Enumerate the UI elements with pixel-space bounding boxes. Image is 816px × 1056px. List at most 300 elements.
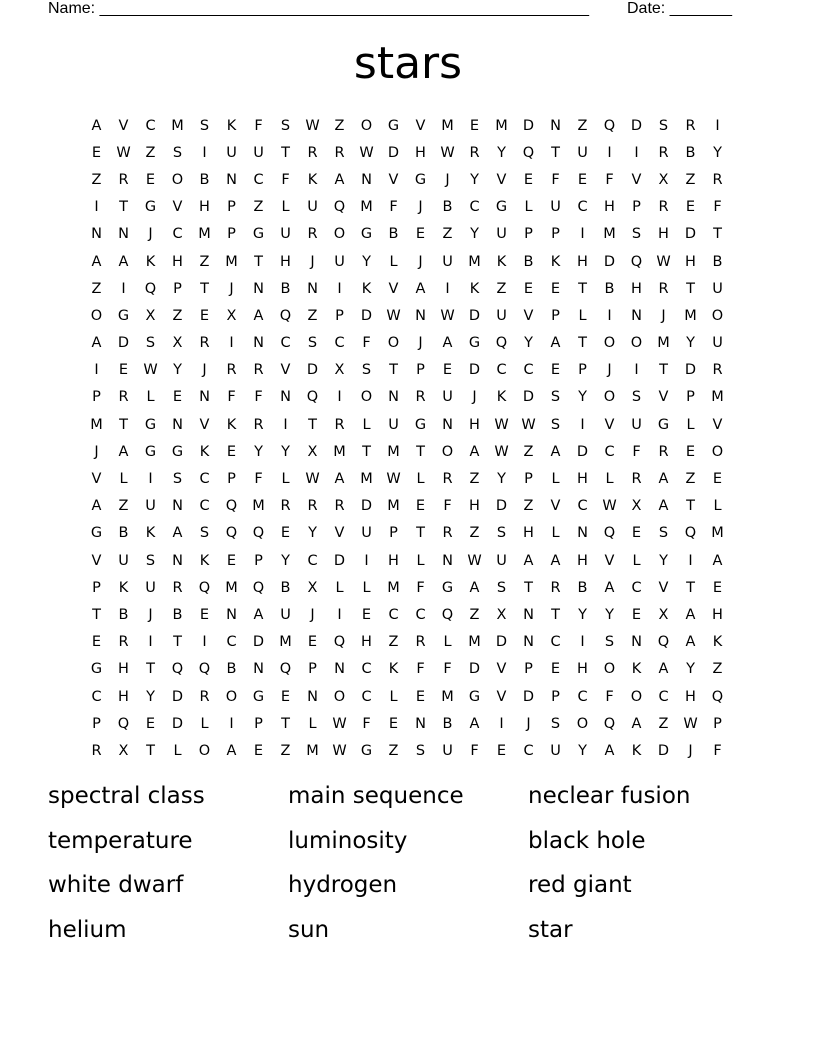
grid-letter[interactable]: F xyxy=(470,742,479,759)
grid-letter[interactable]: V xyxy=(523,307,534,324)
grid-letter[interactable]: P xyxy=(416,362,425,379)
grid-letter[interactable]: E xyxy=(442,362,453,379)
grid-letter[interactable]: M xyxy=(441,688,454,705)
grid-letter[interactable]: S xyxy=(172,471,183,488)
grid-letter[interactable]: W xyxy=(494,416,509,433)
grid-letter[interactable]: Z xyxy=(199,253,210,270)
grid-letter[interactable]: J xyxy=(310,606,315,623)
grid-letter[interactable]: Y xyxy=(713,144,722,161)
grid-letter[interactable]: J xyxy=(607,362,612,379)
grid-letter[interactable]: S xyxy=(145,552,156,569)
grid-letter[interactable]: S xyxy=(145,335,156,352)
grid-letter[interactable]: D xyxy=(495,634,508,651)
grid-letter[interactable]: H xyxy=(685,253,696,270)
grid-letter[interactable]: M xyxy=(225,579,238,596)
grid-letter[interactable]: E xyxy=(280,688,291,705)
grid-letter[interactable]: L xyxy=(551,471,560,488)
grid-letter[interactable]: N xyxy=(172,416,183,433)
grid-letter[interactable]: L xyxy=(389,688,398,705)
grid-letter[interactable]: A xyxy=(118,443,129,460)
grid-letter[interactable]: Q xyxy=(522,144,535,161)
grid-letter[interactable]: E xyxy=(415,498,426,515)
grid-letter[interactable]: T xyxy=(659,362,668,379)
grid-letter[interactable]: M xyxy=(711,525,724,542)
grid-letter[interactable]: E xyxy=(307,634,318,651)
grid-letter[interactable]: L xyxy=(362,579,371,596)
grid-letter[interactable]: Y xyxy=(659,552,668,569)
grid-letter[interactable]: P xyxy=(227,226,236,243)
grid-letter[interactable]: V xyxy=(172,199,183,216)
grid-letter[interactable]: N xyxy=(226,606,237,623)
grid-letter[interactable]: Y xyxy=(578,742,587,759)
grid-letter[interactable]: Q xyxy=(333,634,346,651)
grid-letter[interactable]: R xyxy=(631,471,642,488)
grid-letter[interactable]: R xyxy=(199,688,210,705)
grid-letter[interactable]: F xyxy=(443,498,452,515)
grid-letter[interactable]: I xyxy=(634,144,639,161)
grid-letter[interactable]: L xyxy=(443,634,452,651)
grid-letter[interactable]: Y xyxy=(578,606,587,623)
grid-letter[interactable]: C xyxy=(199,498,210,515)
grid-letter[interactable]: L xyxy=(416,552,425,569)
grid-letter[interactable]: Q xyxy=(225,525,238,542)
grid-letter[interactable]: N xyxy=(631,634,642,651)
grid-letter[interactable]: G xyxy=(171,443,184,460)
grid-letter[interactable]: S xyxy=(415,742,426,759)
grid-letter[interactable]: Z xyxy=(442,226,453,243)
grid-letter[interactable]: N xyxy=(577,525,588,542)
grid-letter[interactable]: Z xyxy=(685,171,696,188)
grid-letter[interactable]: K xyxy=(118,579,129,596)
grid-letter[interactable]: U xyxy=(631,416,642,433)
grid-letter[interactable]: M xyxy=(171,117,184,134)
grid-letter[interactable]: N xyxy=(280,389,291,406)
grid-letter[interactable]: N xyxy=(307,280,318,297)
grid-letter[interactable]: C xyxy=(361,688,372,705)
grid-letter[interactable]: X xyxy=(307,443,318,460)
grid-letter[interactable]: H xyxy=(604,199,615,216)
grid-letter[interactable]: I xyxy=(148,634,153,651)
grid-letter[interactable]: C xyxy=(226,634,237,651)
grid-letter[interactable]: G xyxy=(495,199,508,216)
grid-letter[interactable]: X xyxy=(496,606,507,623)
grid-letter[interactable]: A xyxy=(226,742,237,759)
grid-letter[interactable]: K xyxy=(199,552,210,569)
grid-letter[interactable]: D xyxy=(360,498,373,515)
grid-letter[interactable]: T xyxy=(146,742,155,759)
grid-letter[interactable]: Z xyxy=(280,742,291,759)
grid-letter[interactable]: A xyxy=(712,552,723,569)
grid-letter[interactable]: D xyxy=(333,552,346,569)
grid-letter[interactable]: E xyxy=(145,171,156,188)
grid-letter[interactable]: T xyxy=(578,335,587,352)
grid-letter[interactable]: K xyxy=(307,171,318,188)
grid-letter[interactable]: E xyxy=(712,471,723,488)
grid-letter[interactable]: N xyxy=(442,416,453,433)
grid-letter[interactable]: F xyxy=(254,117,263,134)
grid-letter[interactable]: Z xyxy=(496,280,507,297)
grid-letter[interactable]: G xyxy=(657,416,670,433)
grid-letter[interactable]: O xyxy=(387,335,400,352)
grid-letter[interactable]: V xyxy=(496,171,507,188)
grid-letter[interactable]: G xyxy=(144,199,157,216)
grid-letter[interactable]: O xyxy=(171,171,184,188)
grid-letter[interactable]: X xyxy=(334,362,345,379)
grid-letter[interactable]: C xyxy=(91,688,102,705)
grid-letter[interactable]: E xyxy=(631,606,642,623)
grid-letter[interactable]: G xyxy=(414,171,427,188)
grid-letter[interactable]: P xyxy=(335,307,344,324)
grid-letter[interactable]: E xyxy=(577,171,588,188)
grid-letter[interactable]: L xyxy=(686,416,695,433)
grid-letter[interactable]: Z xyxy=(118,498,129,515)
grid-letter[interactable]: W xyxy=(386,307,401,324)
grid-letter[interactable]: K xyxy=(550,253,561,270)
grid-letter[interactable]: A xyxy=(91,498,102,515)
grid-letter[interactable]: C xyxy=(307,552,318,569)
grid-letter[interactable]: R xyxy=(280,498,291,515)
grid-letter[interactable]: Q xyxy=(495,335,508,352)
grid-letter[interactable]: U xyxy=(145,579,156,596)
grid-letter[interactable]: O xyxy=(630,688,643,705)
grid-letter[interactable]: S xyxy=(550,715,561,732)
grid-letter[interactable]: V xyxy=(91,471,102,488)
grid-letter[interactable]: U xyxy=(496,226,507,243)
grid-letter[interactable]: U xyxy=(280,606,291,623)
grid-letter[interactable]: Y xyxy=(524,335,533,352)
grid-letter[interactable]: O xyxy=(198,742,211,759)
grid-letter[interactable]: A xyxy=(334,471,345,488)
grid-letter[interactable]: F xyxy=(443,661,452,678)
grid-letter[interactable]: U xyxy=(442,742,453,759)
grid-letter[interactable]: I xyxy=(607,144,612,161)
grid-letter[interactable]: H xyxy=(172,253,183,270)
grid-letter[interactable]: V xyxy=(604,552,615,569)
grid-letter[interactable]: E xyxy=(523,171,534,188)
grid-letter[interactable]: E xyxy=(280,525,291,542)
grid-letter[interactable]: V xyxy=(658,579,669,596)
grid-letter[interactable]: L xyxy=(632,552,641,569)
grid-letter[interactable]: P xyxy=(686,389,695,406)
grid-letter[interactable]: I xyxy=(580,226,585,243)
grid-letter[interactable]: E xyxy=(550,362,561,379)
grid-letter[interactable]: N xyxy=(550,117,561,134)
grid-letter[interactable]: P xyxy=(632,199,641,216)
grid-letter[interactable]: E xyxy=(361,606,372,623)
grid-letter[interactable]: Q xyxy=(198,579,211,596)
grid-letter[interactable]: Y xyxy=(470,171,479,188)
grid-letter[interactable]: M xyxy=(468,634,481,651)
grid-letter[interactable]: A xyxy=(91,335,102,352)
grid-letter[interactable]: Q xyxy=(306,389,319,406)
grid-letter[interactable]: U xyxy=(145,498,156,515)
grid-letter[interactable]: E xyxy=(685,443,696,460)
grid-letter[interactable]: H xyxy=(577,253,588,270)
grid-letter[interactable]: P xyxy=(713,715,722,732)
grid-letter[interactable]: J xyxy=(445,171,450,188)
grid-letter[interactable]: O xyxy=(630,335,643,352)
grid-letter[interactable]: R xyxy=(415,634,426,651)
grid-letter[interactable]: L xyxy=(578,307,587,324)
grid-letter[interactable]: A xyxy=(631,715,642,732)
grid-letter[interactable]: O xyxy=(360,389,373,406)
grid-letter[interactable]: O xyxy=(333,688,346,705)
grid-letter[interactable]: I xyxy=(607,307,612,324)
grid-letter[interactable]: Z xyxy=(523,443,534,460)
grid-letter[interactable]: D xyxy=(468,661,481,678)
grid-letter[interactable]: J xyxy=(310,253,315,270)
grid-letter[interactable]: T xyxy=(92,606,101,623)
grid-letter[interactable]: U xyxy=(496,307,507,324)
grid-letter[interactable]: N xyxy=(523,634,534,651)
grid-letter[interactable]: I xyxy=(634,362,639,379)
grid-letter[interactable]: W xyxy=(116,144,131,161)
grid-letter[interactable]: R xyxy=(712,171,723,188)
grid-letter[interactable]: X xyxy=(226,307,237,324)
grid-letter[interactable]: D xyxy=(684,362,697,379)
grid-letter[interactable]: T xyxy=(254,253,263,270)
grid-letter[interactable]: U xyxy=(712,280,723,297)
grid-letter[interactable]: H xyxy=(523,525,534,542)
grid-letter[interactable]: L xyxy=(200,715,209,732)
grid-letter[interactable]: U xyxy=(226,144,237,161)
grid-letter[interactable]: D xyxy=(630,117,643,134)
grid-letter[interactable]: T xyxy=(281,144,290,161)
grid-letter[interactable]: Q xyxy=(144,280,157,297)
grid-letter[interactable]: V xyxy=(604,416,615,433)
grid-letter[interactable]: V xyxy=(631,171,642,188)
grid-letter[interactable]: A xyxy=(442,335,453,352)
grid-letter[interactable]: I xyxy=(688,552,693,569)
grid-letter[interactable]: C xyxy=(361,661,372,678)
grid-letter[interactable]: W xyxy=(683,715,698,732)
grid-letter[interactable]: E xyxy=(226,443,237,460)
grid-letter[interactable]: F xyxy=(254,471,263,488)
grid-letter[interactable]: G xyxy=(387,117,400,134)
grid-letter[interactable]: F xyxy=(551,171,560,188)
grid-letter[interactable]: Z xyxy=(91,280,102,297)
grid-letter[interactable]: E xyxy=(550,280,561,297)
grid-letter[interactable]: R xyxy=(442,471,453,488)
grid-letter[interactable]: M xyxy=(441,117,454,134)
grid-letter[interactable]: R xyxy=(685,117,696,134)
grid-letter[interactable]: N xyxy=(253,661,264,678)
grid-letter[interactable]: Y xyxy=(173,362,182,379)
grid-letter[interactable]: H xyxy=(712,606,723,623)
grid-letter[interactable]: L xyxy=(389,253,398,270)
grid-letter[interactable]: W xyxy=(521,416,536,433)
grid-letter[interactable]: I xyxy=(337,606,342,623)
grid-letter[interactable]: E xyxy=(469,117,480,134)
grid-letter[interactable]: D xyxy=(468,362,481,379)
grid-letter[interactable]: G xyxy=(144,443,157,460)
grid-letter[interactable]: T xyxy=(200,280,209,297)
grid-letter[interactable]: R xyxy=(550,579,561,596)
grid-letter[interactable]: C xyxy=(577,688,588,705)
grid-letter[interactable]: M xyxy=(468,253,481,270)
grid-letter[interactable]: K xyxy=(631,661,642,678)
grid-letter[interactable]: E xyxy=(415,226,426,243)
grid-letter[interactable]: P xyxy=(578,362,587,379)
grid-letter[interactable]: Q xyxy=(657,634,670,651)
grid-letter[interactable]: A xyxy=(469,579,480,596)
grid-letter[interactable]: A xyxy=(91,117,102,134)
grid-letter[interactable]: N xyxy=(253,280,264,297)
name-field[interactable]: Name: _______________________________________________________ xyxy=(48,0,589,17)
grid-letter[interactable]: E xyxy=(199,606,210,623)
grid-letter[interactable]: E xyxy=(172,389,183,406)
grid-letter[interactable]: N xyxy=(631,307,642,324)
grid-letter[interactable]: Z xyxy=(172,307,183,324)
grid-letter[interactable]: O xyxy=(441,443,454,460)
grid-letter[interactable]: T xyxy=(578,280,587,297)
grid-letter[interactable]: M xyxy=(225,253,238,270)
grid-letter[interactable]: W xyxy=(305,471,320,488)
grid-letter[interactable]: P xyxy=(551,226,560,243)
grid-letter[interactable]: C xyxy=(388,606,399,623)
grid-letter[interactable]: M xyxy=(495,117,508,134)
grid-letter[interactable]: Y xyxy=(281,552,290,569)
grid-letter[interactable]: T xyxy=(686,579,695,596)
grid-letter[interactable]: G xyxy=(414,416,427,433)
grid-letter[interactable]: N xyxy=(172,498,183,515)
grid-letter[interactable]: S xyxy=(307,335,318,352)
grid-letter[interactable]: Y xyxy=(470,226,479,243)
grid-letter[interactable]: M xyxy=(279,634,292,651)
grid-letter[interactable]: P xyxy=(389,525,398,542)
grid-letter[interactable]: H xyxy=(685,688,696,705)
grid-letter[interactable]: W xyxy=(440,144,455,161)
grid-letter[interactable]: Q xyxy=(279,661,292,678)
grid-letter[interactable]: D xyxy=(522,117,535,134)
grid-letter[interactable]: H xyxy=(415,144,426,161)
grid-letter[interactable]: C xyxy=(145,117,156,134)
grid-letter[interactable]: T xyxy=(173,634,182,651)
grid-letter[interactable]: A xyxy=(685,634,696,651)
grid-letter[interactable]: T xyxy=(524,579,533,596)
grid-letter[interactable]: J xyxy=(229,280,234,297)
grid-letter[interactable]: K xyxy=(145,253,156,270)
grid-letter[interactable]: I xyxy=(715,117,720,134)
grid-letter[interactable]: N xyxy=(91,226,102,243)
grid-letter[interactable]: T xyxy=(281,715,290,732)
grid-letter[interactable]: A xyxy=(604,579,615,596)
grid-letter[interactable]: G xyxy=(90,525,103,542)
grid-letter[interactable]: C xyxy=(523,362,534,379)
grid-letter[interactable]: E xyxy=(712,579,723,596)
grid-letter[interactable]: J xyxy=(688,742,693,759)
grid-letter[interactable]: K xyxy=(712,634,723,651)
grid-letter[interactable]: C xyxy=(334,335,345,352)
grid-letter[interactable]: T xyxy=(416,525,425,542)
grid-letter[interactable]: P xyxy=(173,280,182,297)
grid-letter[interactable]: T xyxy=(119,416,128,433)
grid-letter[interactable]: X xyxy=(307,579,318,596)
grid-letter[interactable]: Z xyxy=(253,199,264,216)
grid-letter[interactable]: Z xyxy=(91,171,102,188)
grid-letter[interactable]: T xyxy=(389,362,398,379)
grid-letter[interactable]: S xyxy=(550,416,561,433)
grid-letter[interactable]: T xyxy=(119,199,128,216)
grid-letter[interactable]: M xyxy=(333,443,346,460)
grid-letter[interactable]: E xyxy=(550,661,561,678)
grid-letter[interactable]: S xyxy=(658,117,669,134)
grid-letter[interactable]: B xyxy=(577,579,588,596)
grid-letter[interactable]: B xyxy=(604,280,615,297)
grid-letter[interactable]: E xyxy=(145,715,156,732)
grid-letter[interactable]: P xyxy=(92,389,101,406)
grid-letter[interactable]: A xyxy=(550,552,561,569)
grid-letter[interactable]: U xyxy=(118,552,129,569)
grid-letter[interactable]: G xyxy=(441,579,454,596)
grid-letter[interactable]: R xyxy=(307,226,318,243)
grid-letter[interactable]: A xyxy=(253,307,264,324)
grid-letter[interactable]: L xyxy=(362,416,371,433)
grid-letter[interactable]: Z xyxy=(334,117,345,134)
grid-letter[interactable]: Z xyxy=(145,144,156,161)
grid-letter[interactable]: I xyxy=(580,634,585,651)
grid-letter[interactable]: C xyxy=(604,443,615,460)
grid-letter[interactable]: Q xyxy=(711,688,724,705)
grid-letter[interactable]: Z xyxy=(469,606,480,623)
grid-letter[interactable]: K xyxy=(469,280,480,297)
grid-letter[interactable]: U xyxy=(280,226,291,243)
grid-letter[interactable]: I xyxy=(445,280,450,297)
grid-letter[interactable]: R xyxy=(658,199,669,216)
grid-letter[interactable]: D xyxy=(252,634,265,651)
grid-letter[interactable]: J xyxy=(94,443,99,460)
grid-letter[interactable]: J xyxy=(418,335,423,352)
grid-letter[interactable]: A xyxy=(658,471,669,488)
grid-letter[interactable]: A xyxy=(550,443,561,460)
grid-letter[interactable]: O xyxy=(360,117,373,134)
grid-letter[interactable]: P xyxy=(227,199,236,216)
grid-letter[interactable]: P xyxy=(551,688,560,705)
grid-letter[interactable]: W xyxy=(494,443,509,460)
grid-letter[interactable]: V xyxy=(712,416,723,433)
grid-letter[interactable]: J xyxy=(148,226,153,243)
grid-letter[interactable]: C xyxy=(415,606,426,623)
grid-letter[interactable]: C xyxy=(280,335,291,352)
grid-letter[interactable]: K xyxy=(199,443,210,460)
grid-letter[interactable]: X xyxy=(658,606,669,623)
grid-letter[interactable]: A xyxy=(469,443,480,460)
grid-letter[interactable]: L xyxy=(119,471,128,488)
grid-letter[interactable]: V xyxy=(280,362,291,379)
grid-letter[interactable]: X xyxy=(631,498,642,515)
grid-letter[interactable]: B xyxy=(280,280,291,297)
grid-letter[interactable]: U xyxy=(496,552,507,569)
grid-letter[interactable]: R xyxy=(118,389,129,406)
grid-letter[interactable]: B xyxy=(523,253,534,270)
grid-letter[interactable]: P xyxy=(254,552,263,569)
grid-letter[interactable]: P xyxy=(92,715,101,732)
grid-letter[interactable]: Z xyxy=(712,661,723,678)
grid-letter[interactable]: A xyxy=(523,552,534,569)
grid-letter[interactable]: Z xyxy=(523,498,534,515)
grid-letter[interactable]: A xyxy=(685,606,696,623)
grid-letter[interactable]: R xyxy=(442,525,453,542)
grid-letter[interactable]: I xyxy=(364,552,369,569)
grid-letter[interactable]: V xyxy=(199,416,210,433)
grid-letter[interactable]: J xyxy=(526,715,531,732)
grid-letter[interactable]: N xyxy=(334,661,345,678)
grid-letter[interactable]: V xyxy=(118,117,129,134)
grid-letter[interactable]: R xyxy=(334,498,345,515)
grid-letter[interactable]: N xyxy=(415,307,426,324)
grid-letter[interactable]: V xyxy=(658,389,669,406)
grid-letter[interactable]: U xyxy=(388,416,399,433)
